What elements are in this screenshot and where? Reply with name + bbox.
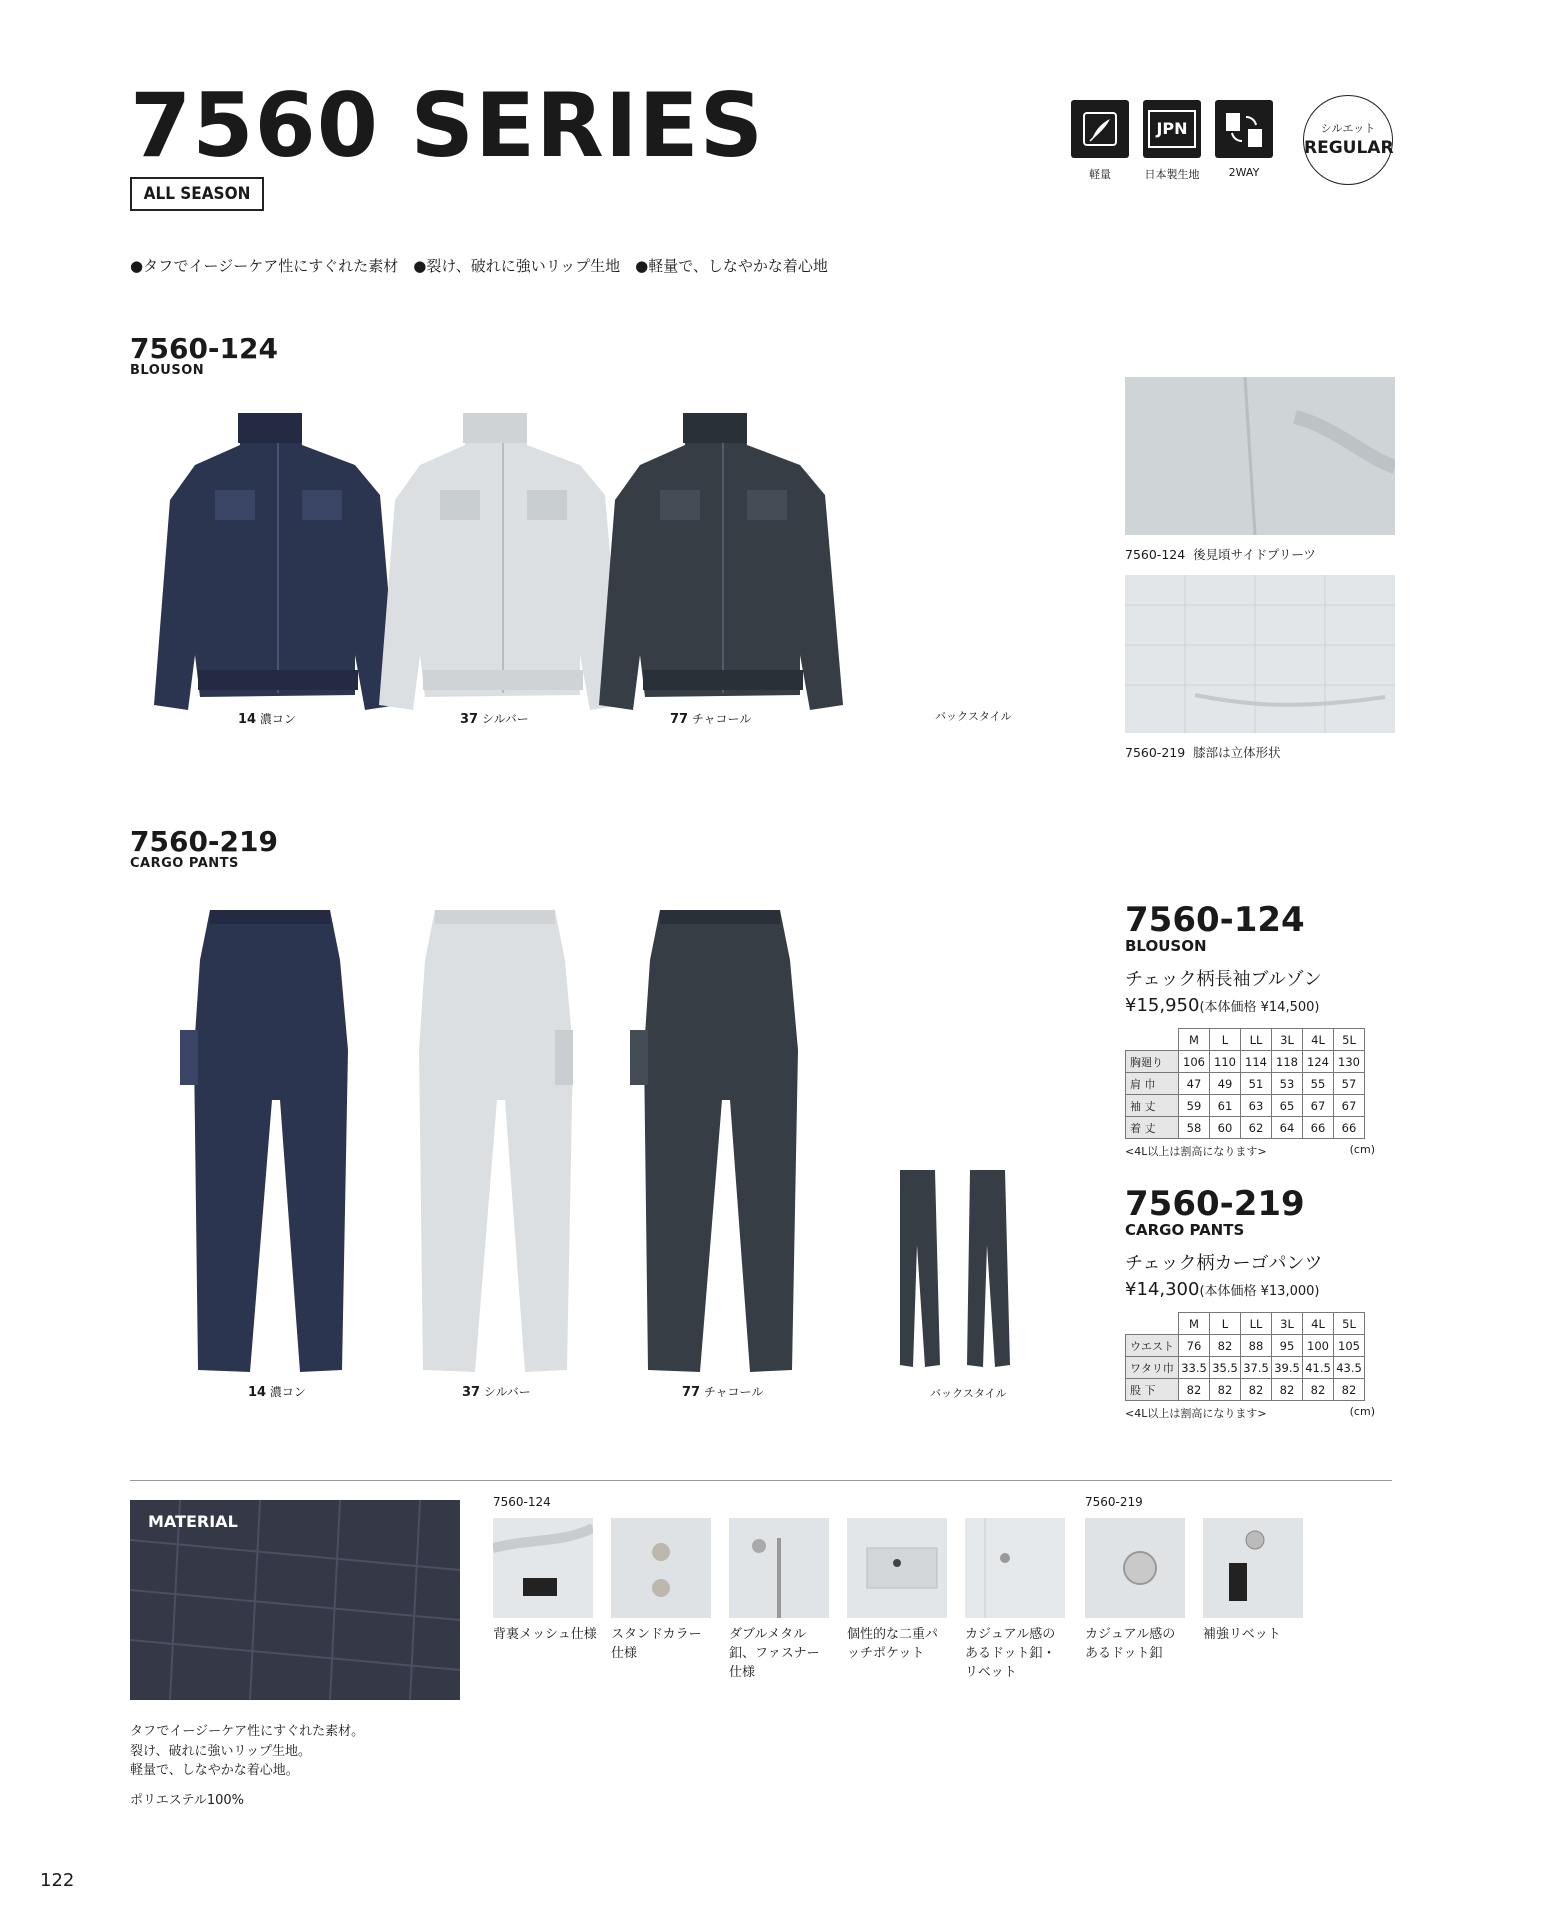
- cell: 55: [1303, 1073, 1334, 1095]
- color-num: 37: [462, 1385, 481, 1400]
- material-description: [130, 1722, 364, 1810]
- cell: 33.5: [1179, 1357, 1210, 1379]
- size-m: M: [1179, 1029, 1210, 1051]
- table-footer: [1125, 1143, 1375, 1159]
- feature-label: 軽量: [1089, 168, 1111, 181]
- detail-caption: 補強リベット: [1203, 1627, 1281, 1642]
- cell: 39.5: [1272, 1357, 1303, 1379]
- pants-image-charcoal: [630, 910, 798, 1372]
- cell: 106: [1179, 1051, 1210, 1073]
- color-num: 37: [460, 712, 479, 727]
- size-note: <4L以上は割高になります>: [1125, 1145, 1267, 1158]
- detail-caption: ダブルメタル釦、ファスナー仕様: [729, 1627, 820, 1680]
- blouson-type: BLOUSON: [130, 363, 205, 378]
- caption-code: 7560-124: [1125, 547, 1186, 562]
- pants-color-37: [462, 1383, 531, 1400]
- feature-label: 日本製生地: [1144, 168, 1200, 181]
- pants-product-images: [180, 900, 1040, 1390]
- series-title: 7560 SERIES: [130, 74, 765, 177]
- cell: 49: [1210, 1073, 1241, 1095]
- pants-color-77: [682, 1383, 763, 1400]
- cell: 95: [1272, 1335, 1303, 1357]
- cell: 66: [1303, 1117, 1334, 1139]
- blouson-color-14: [238, 710, 296, 727]
- cell: 51: [1241, 1073, 1272, 1095]
- pants-color-14: [248, 1383, 306, 1400]
- price-value: ¥14,300: [1125, 1279, 1200, 1300]
- cell: 61: [1210, 1095, 1241, 1117]
- section-divider: [130, 1480, 1392, 1481]
- pants-back-label: バックスタイル: [930, 1387, 1007, 1400]
- row-label: 股 下: [1126, 1379, 1179, 1401]
- page-number: 122: [40, 1870, 75, 1891]
- detail-thumb-patch-pocket: [847, 1518, 947, 1618]
- jpn-icon: [1143, 100, 1201, 158]
- table-row: [1126, 1073, 1365, 1095]
- base-price: (本体価格 ¥13,000): [1199, 1284, 1320, 1299]
- detail-thumb-mesh: [493, 1518, 593, 1618]
- size-l: L: [1210, 1029, 1241, 1051]
- cell: 67: [1303, 1095, 1334, 1117]
- detail-thumb-dot-button: [1085, 1518, 1185, 1618]
- size-header-row: [1126, 1313, 1365, 1335]
- blouson-image-charcoal: [599, 413, 843, 710]
- table-row: [1126, 1095, 1365, 1117]
- detail-caption: カジュアル感のあるドット釦: [1085, 1627, 1176, 1661]
- caption-code: 7560-219: [1125, 745, 1186, 760]
- color-num: 77: [682, 1385, 701, 1400]
- feature-label: 2WAY: [1228, 166, 1260, 179]
- table-row: [1126, 1117, 1365, 1139]
- row-label: ウエスト: [1126, 1335, 1179, 1357]
- cell: 66: [1334, 1117, 1365, 1139]
- size-4l: 4L: [1303, 1029, 1334, 1051]
- cell: 64: [1272, 1117, 1303, 1139]
- cell: 124: [1303, 1051, 1334, 1073]
- silhouette-label: シルエット: [1320, 122, 1376, 135]
- detail-caption: 背裏メッシュ仕様: [493, 1627, 597, 1642]
- detail-photo-pleat: [1125, 377, 1395, 535]
- cell: 82: [1334, 1379, 1365, 1401]
- detail-group-label-124: 7560-124: [493, 1495, 551, 1509]
- blouson-image-navy: [154, 413, 398, 710]
- size-note: <4L以上は割高になります>: [1125, 1407, 1267, 1420]
- product-price: [1125, 995, 1375, 1016]
- cell: 67: [1334, 1095, 1365, 1117]
- silhouette-value: REGULAR: [1304, 138, 1394, 158]
- detail-item: [1085, 1518, 1185, 1664]
- size-table: [1125, 1028, 1365, 1139]
- cell: 82: [1210, 1379, 1241, 1401]
- detail-caption: 個性的な二重パッチポケット: [847, 1627, 939, 1661]
- row-label: 肩 巾: [1126, 1073, 1179, 1095]
- spec-code: 7560-219: [1125, 1184, 1305, 1224]
- silhouette-badge: [1303, 95, 1393, 185]
- cell: 118: [1272, 1051, 1303, 1073]
- detail-thumb-stand-collar: [611, 1518, 711, 1618]
- table-row: [1126, 1357, 1365, 1379]
- blouson-product-images: [150, 405, 870, 735]
- row-label: 胸廻り: [1126, 1051, 1179, 1073]
- pants-type: CARGO PANTS: [130, 856, 239, 871]
- color-num: 14: [248, 1385, 267, 1400]
- blouson-image-silver: [379, 413, 623, 710]
- table-row: [1126, 1335, 1365, 1357]
- detail-item: [611, 1518, 711, 1664]
- unit-label: (cm): [1349, 1143, 1375, 1156]
- feature-icons: [1070, 100, 1274, 182]
- feature-2way: [1214, 100, 1274, 182]
- detail-item: [493, 1518, 605, 1645]
- spec-blouson: [1125, 900, 1375, 1159]
- detail-item: [847, 1518, 947, 1664]
- cell: 59: [1179, 1095, 1210, 1117]
- pants-code: 7560-219: [130, 825, 278, 858]
- cell: 37.5: [1241, 1357, 1272, 1379]
- spec-code: 7560-124: [1125, 900, 1305, 940]
- cell: 82: [1241, 1379, 1272, 1401]
- corner-cell: [1126, 1313, 1179, 1335]
- cell: 82: [1179, 1379, 1210, 1401]
- blouson-code: 7560-124: [130, 332, 278, 365]
- size-3l: 3L: [1272, 1029, 1303, 1051]
- cell: 35.5: [1210, 1357, 1241, 1379]
- material-swatch: [130, 1500, 460, 1700]
- material-label: MATERIAL: [148, 1512, 238, 1531]
- color-name: 濃コン: [269, 1385, 306, 1399]
- detail-thumb-fastener: [729, 1518, 829, 1618]
- size-ll: LL: [1241, 1029, 1272, 1051]
- size-m: M: [1179, 1313, 1210, 1335]
- blouson-back-label: バックスタイル: [935, 710, 1012, 723]
- pants-heading: [130, 825, 278, 871]
- blouson-color-37: [460, 710, 529, 727]
- blouson-heading: [130, 332, 278, 378]
- product-name: チェック柄カーゴパンツ: [1125, 1253, 1323, 1274]
- color-num: 14: [238, 712, 257, 727]
- detail-thumb-dot-button-rivet: [965, 1518, 1065, 1618]
- cell: 41.5: [1303, 1357, 1334, 1379]
- feature-list: ●タフでイージーケア性にすぐれた素材 ●裂け、破れに強いリップ生地 ●軽量で、しなやかな着心地: [130, 257, 828, 275]
- feather-icon: [1071, 100, 1129, 158]
- material-line: タフでイージーケア性にすぐれた素材。: [130, 1724, 365, 1739]
- material-line: 裂け、破れに強いリップ生地。: [130, 1743, 311, 1759]
- cell: 53: [1272, 1073, 1303, 1095]
- pants-image-back: [900, 1170, 1010, 1367]
- spec-type: BLOUSON: [1125, 937, 1207, 955]
- spec-pants: [1125, 1184, 1375, 1421]
- unit-label: (cm): [1349, 1405, 1375, 1418]
- season-badge: ALL SEASON: [130, 177, 264, 211]
- cell: 62: [1241, 1117, 1272, 1139]
- material-composition: ポリエステル100%: [130, 1792, 244, 1808]
- cell: 63: [1241, 1095, 1272, 1117]
- row-label: 袖 丈: [1126, 1095, 1179, 1117]
- size-4l: 4L: [1303, 1313, 1334, 1335]
- detail-photo-knee: [1125, 575, 1395, 733]
- feature-japan-fabric: [1142, 100, 1202, 182]
- material-line: 軽量で、しなやかな着心地。: [130, 1763, 299, 1778]
- cell: 82: [1303, 1379, 1334, 1401]
- color-name: チャコール: [691, 712, 752, 726]
- color-name: チャコール: [703, 1385, 764, 1399]
- color-num: 77: [670, 712, 689, 727]
- caption-text: 膝部は立体形状: [1193, 745, 1281, 760]
- cell: 82: [1210, 1335, 1241, 1357]
- feature-lightweight: [1070, 100, 1130, 182]
- cell: 114: [1241, 1051, 1272, 1073]
- detail-caption-knee: [1125, 743, 1281, 761]
- cell: 82: [1272, 1379, 1303, 1401]
- jpn-icon-text: JPN: [1148, 110, 1196, 148]
- detail-group-label-219: 7560-219: [1085, 1495, 1143, 1509]
- table-row: [1126, 1379, 1365, 1401]
- blouson-color-77: [670, 710, 751, 727]
- detail-item: [965, 1518, 1065, 1683]
- cell: 100: [1303, 1335, 1334, 1357]
- table-footer: [1125, 1405, 1375, 1421]
- product-name: チェック柄長袖ブルゾン: [1125, 969, 1322, 990]
- caption-text: 後見頃サイドプリーツ: [1193, 547, 1316, 562]
- 2way-icon: [1215, 100, 1273, 158]
- detail-thumb-rivet: [1203, 1518, 1303, 1618]
- row-label: ワタリ巾: [1126, 1357, 1179, 1379]
- cell: 58: [1179, 1117, 1210, 1139]
- cell: 57: [1334, 1073, 1365, 1095]
- table-row: [1126, 1051, 1365, 1073]
- cell: 130: [1334, 1051, 1365, 1073]
- detail-caption: スタンドカラー仕様: [611, 1627, 702, 1661]
- pants-image-silver: [419, 910, 573, 1372]
- size-table: [1125, 1312, 1365, 1401]
- cell: 105: [1334, 1335, 1365, 1357]
- detail-item: [729, 1518, 829, 1683]
- cell: 60: [1210, 1117, 1241, 1139]
- spec-type: CARGO PANTS: [1125, 1221, 1245, 1239]
- base-price: (本体価格 ¥14,500): [1199, 1000, 1320, 1015]
- detail-caption: カジュアル感のあるドット釦・リベット: [965, 1627, 1056, 1680]
- size-3l: 3L: [1272, 1313, 1303, 1335]
- size-ll: LL: [1241, 1313, 1272, 1335]
- cell: 76: [1179, 1335, 1210, 1357]
- cell: 65: [1272, 1095, 1303, 1117]
- color-name: シルバー: [483, 1385, 531, 1399]
- cell: 88: [1241, 1335, 1272, 1357]
- pants-image-navy: [180, 910, 348, 1372]
- corner-cell: [1126, 1029, 1179, 1051]
- product-price: [1125, 1279, 1375, 1300]
- cell: 43.5: [1334, 1357, 1365, 1379]
- color-name: 濃コン: [259, 712, 296, 726]
- cell: 47: [1179, 1073, 1210, 1095]
- size-header-row: [1126, 1029, 1365, 1051]
- color-name: シルバー: [481, 712, 529, 726]
- row-label: 着 丈: [1126, 1117, 1179, 1139]
- size-l: L: [1210, 1313, 1241, 1335]
- size-5l: 5L: [1334, 1313, 1365, 1335]
- size-5l: 5L: [1334, 1029, 1365, 1051]
- price-value: ¥15,950: [1125, 995, 1200, 1016]
- detail-item: [1203, 1518, 1303, 1645]
- cell: 110: [1210, 1051, 1241, 1073]
- detail-caption-pleat: [1125, 545, 1316, 563]
